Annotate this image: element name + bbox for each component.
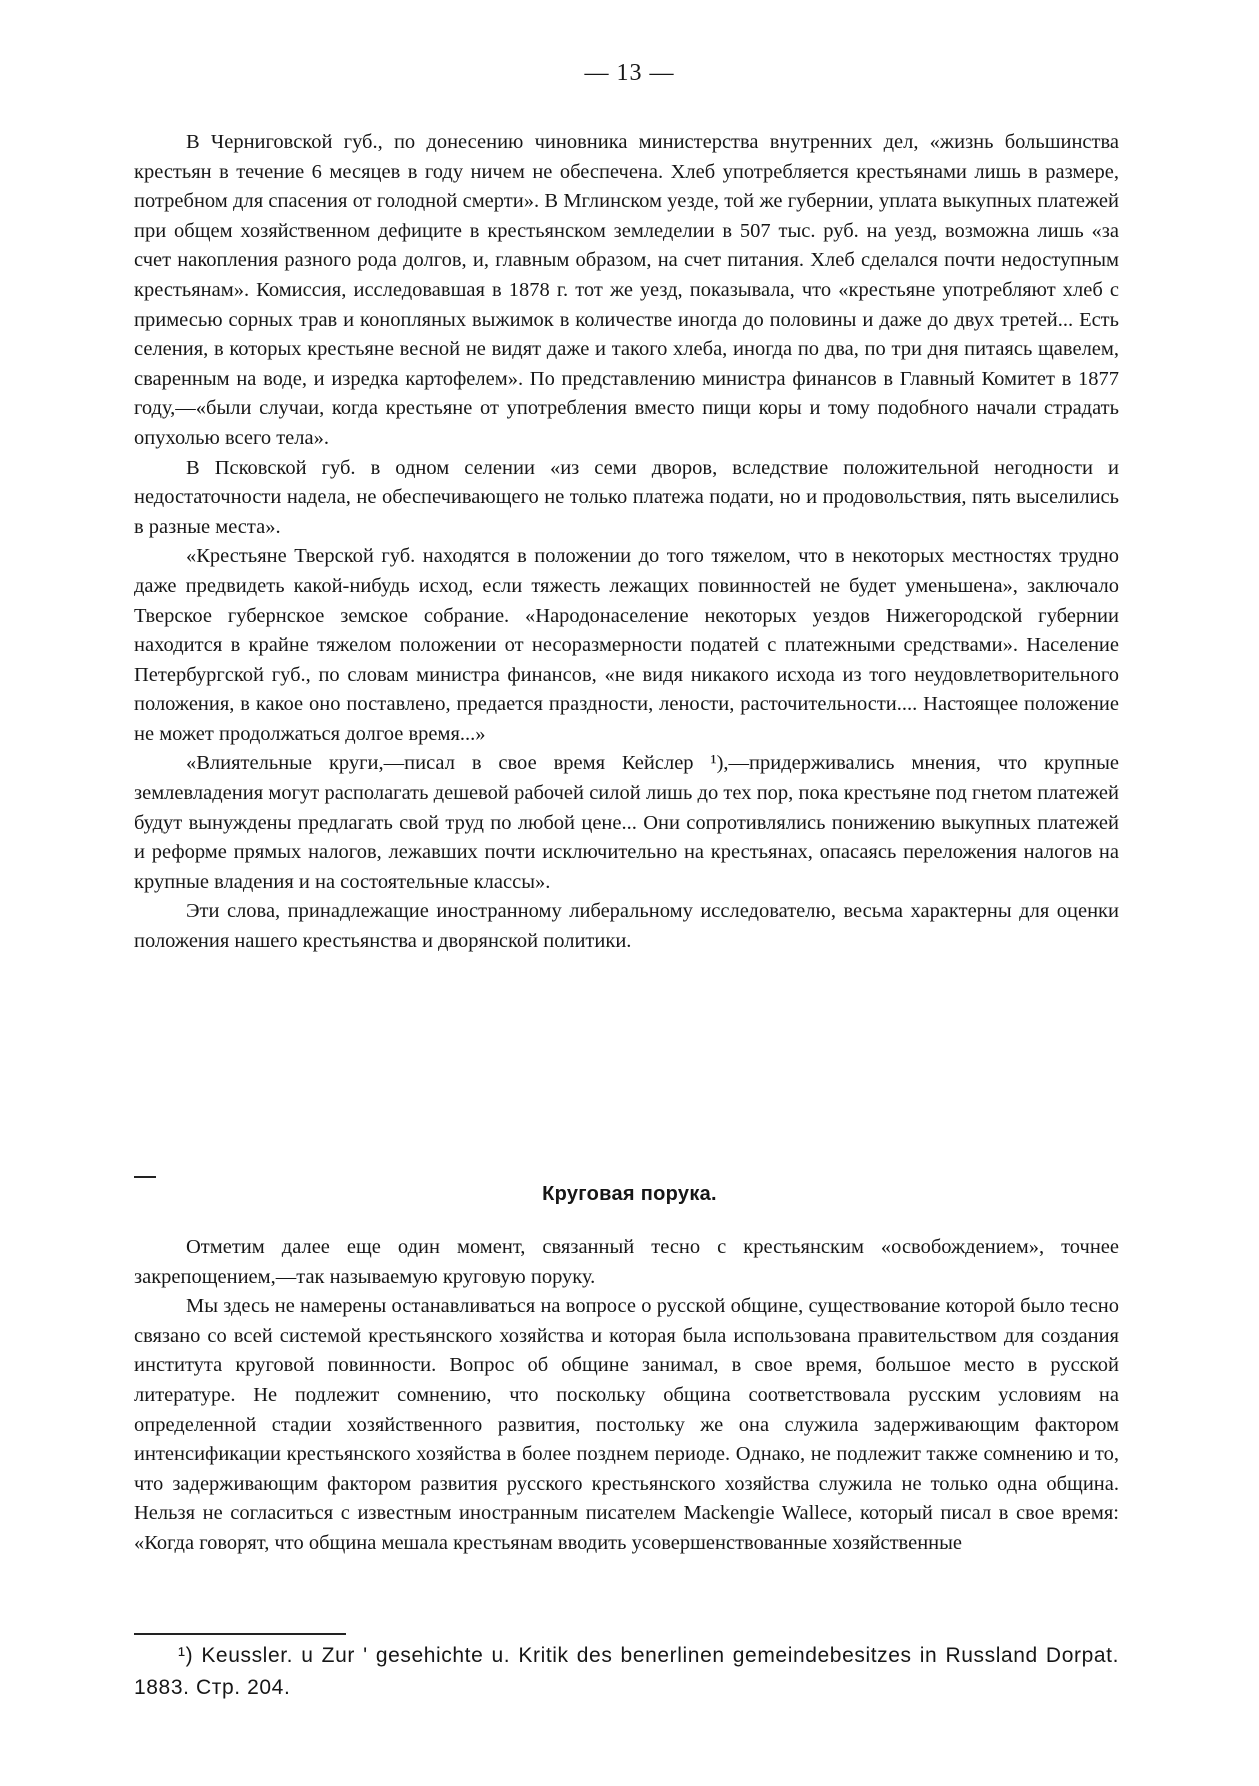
paragraph: «Влиятельные круги,—писал в свое время Кейслер ¹),—придерживались мнения, что крупные землевладения могут располагать дешевой рабочей силой лишь до тех пор, пока крестьяне под гнетом платежей будут вынуждены предлагать свой труд по любой цене... Они сопротивлялись понижению выкупных платежей и реформе прямых налогов, лежавших почти исключительно на крестьянах, опасаясь переложения налогов на крупные владения и на состоятельные классы».	[134, 752, 1119, 893]
paragraph: «Крестьяне Тверской губ. находятся в положении до того тяжелом, что в некоторых местностях трудно даже предвидеть какой-нибудь исход, если тяжесть лежащих повинностей не будет уменьшена», заключало Тверское губернское земское собрание. «Народонаселение некоторых уездов Нижегородской губернии находится в крайне тяжелом положении от несоразмерности податей с платежными средствами». Население Петербургской губ., по словам министра финансов, «не видя никакого исхода из того неудовлетворительного положения, в какое оно поставлено, предается праздности, лености, расточительности.... Настоящее положение не может продолжаться долгое время...»	[134, 545, 1119, 745]
footnote-divider	[134, 1633, 346, 1635]
page-number: — 13 —	[584, 60, 675, 86]
paragraph: Мы здесь не намерены останавливаться на вопросе о русской общине, существование которой было тесно связано со всей системой крестьянского хозяйства и которая была использована правительством для создания института круговой повинности. Вопрос об общине занимал, в свое время, большое место в русской литературе. Не подлежит сомнению, что поскольку община соответствовала русским условиям на определенной стадии хозяйственного развития, постольку же она служила задерживающим фактором интенсификации крестьянского хозяйства в более позднем периоде. Однако, не подлежит также сомнению и то, что задерживающим фактором развития русского крестьянского хозяйства служила не только одна община. Нельзя не согласиться с известным иностранным писателем Mackengie Wallece, который писал в свое время: «Когда говорят, что община мешала крестьянам вводить усовершенствованные хозяйственные	[134, 1295, 1119, 1554]
paragraph: Эти слова, принадлежащие иностранному либеральному исследователю, весьма характерны для оценки положения нашего крестьянства и дворянской политики.	[134, 900, 1119, 953]
footnote: ¹) Keussler. u Zur ' gesehichte u. Kritik des benerlinen gemeindebesitzes in Russland Dorpat. 1883. Стр. 204.	[134, 1644, 1119, 1699]
paragraph: В Черниговской губ., по донесению чиновника министерства внутренних дел, «жизнь большинства крестьян в течение 6 месяцев в году ничем не обеспечена. Хлеб употребляется крестьянами лишь в размере, потребном для спасения от голодной смерти». В Мглинском уезде, той же губернии, уплата выкупных платежей при общем хозяйственном дефиците в крестьянском земледелии в 507 тыс. руб. на уезд, возможна лишь «за счет накопления разного рода долгов, и, главным образом, на счет питания. Хлеб сделался почти недоступным крестьянам». Комиссия, исследовавшая в 1878 г. тот же уезд, показывала, что «крестьяне употребляют хлеб с примесью сорных трав и конопляных выжимок в количестве иногда до половины и даже до двух третей... Есть селения, в которых крестьяне весной не видят даже и такого хлеба, иногда по два, по три дня питаясь щавелем, сваренным на воде, и изредка картофелем». По представлению министра финансов в Главный Комитет в 1877 году,—«были случаи, когда крестьяне от употребления вместо пищи коры и тому подобного начали страдать опухолью всего тела».	[134, 131, 1119, 449]
text-block-section	[134, 1233, 1119, 1559]
margin-dash-mark	[134, 1176, 156, 1178]
section-heading: Круговая порука.	[542, 1183, 717, 1205]
text-block-main	[134, 128, 1119, 957]
paragraph: Отметим далее еще один момент, связанный тесно с крестьянским «освобождением», точнее закрепощением,—так называемую круговую поруку.	[134, 1236, 1119, 1288]
paragraph: В Псковской губ. в одном селении «из семи дворов, вследствие положительной негодности и недостаточности надела, не обеспечивающего не только платежа подати, но и продовольствия, пять выселились в разные места».	[134, 456, 1119, 538]
